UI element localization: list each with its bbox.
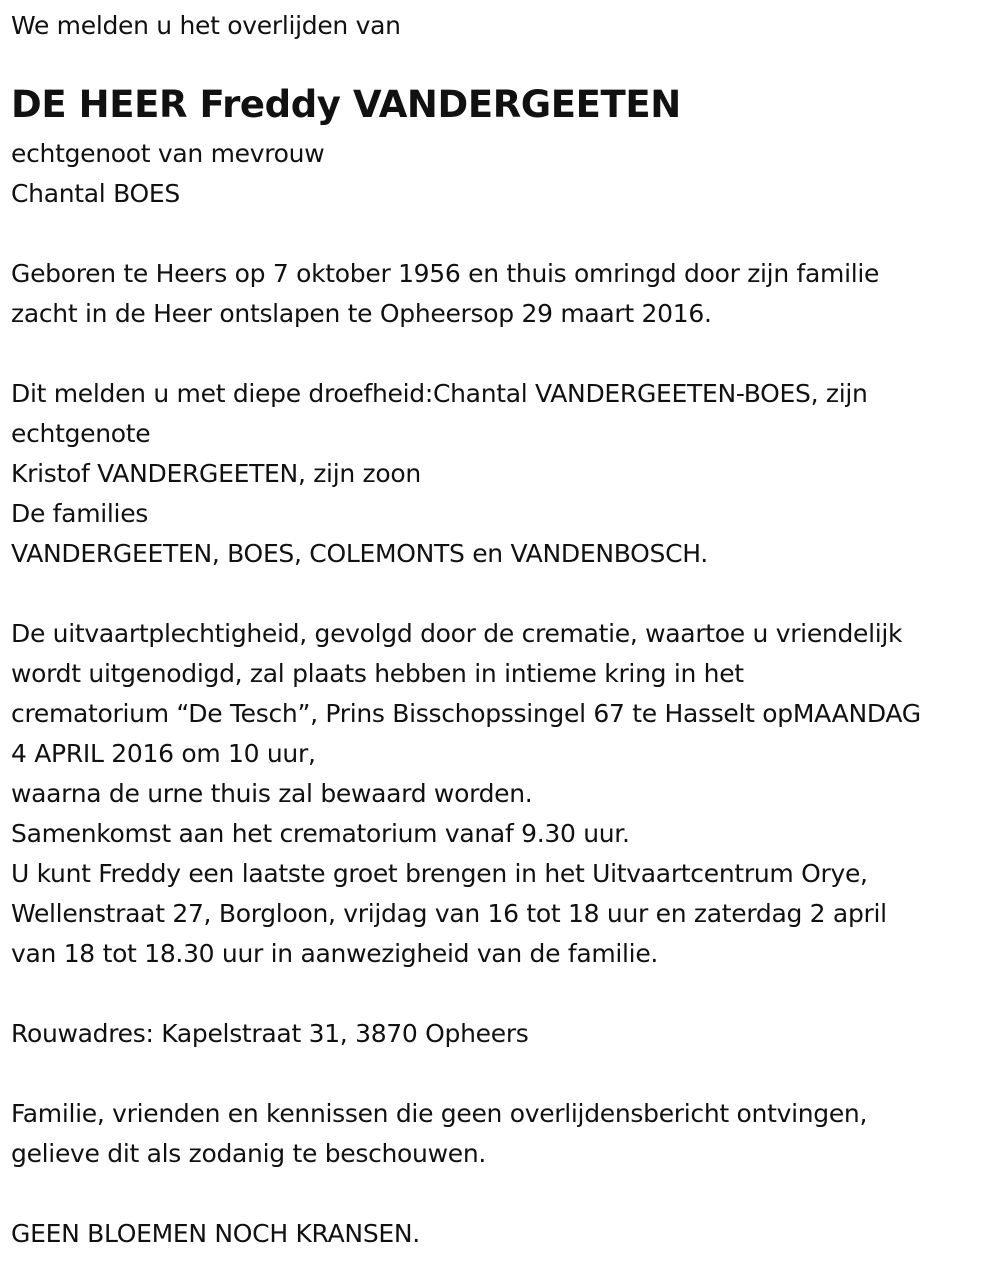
family-block (11, 374, 868, 574)
spouse-line: echtgenoot van mevrouw (11, 139, 325, 168)
birth-line: Geboren te Heers op 7 oktober 1956 en thuis omringd door zijn familie (11, 259, 880, 288)
notice-line: gelieve dit als zodanig te beschouwen. (11, 1139, 487, 1168)
deceased-name: DE HEER Freddy VANDERGEETEN (11, 83, 681, 126)
notice-block (11, 1094, 867, 1174)
notice-line: Familie, vrienden en kennissen die geen overlijdensbericht ontvingen, (11, 1099, 868, 1128)
funeral-line: van 18 tot 18.30 uur in aanwezigheid van de familie. (11, 939, 659, 968)
funeral-line: Wellenstraat 27, Borgloon, vrijdag van 16 tot 18 uur en zaterdag 2 april (11, 899, 887, 928)
spouse-line: Chantal BOES (11, 179, 180, 208)
spouse-block (11, 134, 324, 214)
flowers-block (11, 1214, 420, 1254)
funeral-line: crematorium “De Tesch”, Prins Bisschopssingel 67 te Hasselt opMAANDAG (11, 699, 921, 728)
family-line: De families (11, 499, 148, 528)
funeral-line: Samenkomst aan het crematorium vanaf 9.30 uur. (11, 819, 630, 848)
funeral-line: 4 APRIL 2016 om 10 uur, (11, 739, 316, 768)
funeral-block (11, 614, 921, 974)
birth-line: zacht in de Heer ontslapen te Opheersop 29 maart 2016. (11, 299, 712, 328)
family-line: Kristof VANDERGEETEN, zijn zoon (11, 459, 421, 488)
flowers-line: GEEN BLOEMEN NOCH KRANSEN. (11, 1219, 420, 1248)
funeral-line: De uitvaartplechtigheid, gevolgd door de crematie, waartoe u vriendelijk (11, 619, 903, 648)
family-line: VANDERGEETEN, BOES, COLEMONTS en VANDENBOSCH. (11, 539, 708, 568)
funeral-line: waarna de urne thuis zal bewaard worden. (11, 779, 533, 808)
funeral-line: U kunt Freddy een laatste groet brengen in het Uitvaartcentrum Orye, (11, 859, 868, 888)
family-line: echtgenote (11, 419, 151, 448)
address-line: Rouwadres: Kapelstraat 31, 3870 Opheers (11, 1019, 529, 1048)
family-line: Dit melden u met diepe droefheid:Chantal VANDERGEETEN-BOES, zijn (11, 379, 868, 408)
intro-text: We melden u het overlijden van (11, 11, 401, 40)
funeral-line: wordt uitgenodigd, zal plaats hebben in intieme kring in het (11, 659, 744, 688)
address-block (11, 1014, 529, 1054)
birth-death-block (11, 254, 879, 334)
